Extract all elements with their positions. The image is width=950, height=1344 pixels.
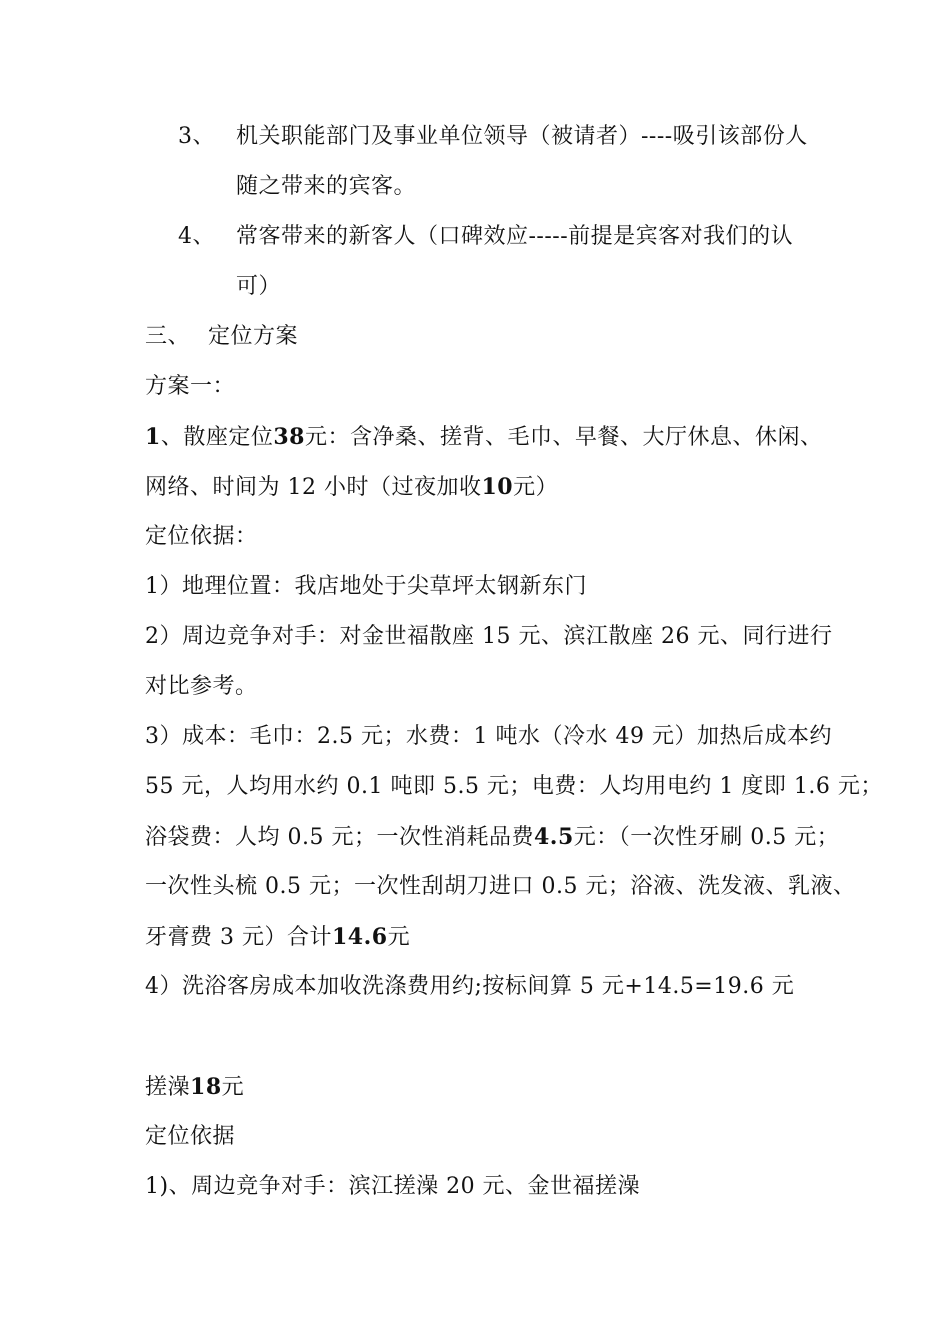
basis-item-3-cont-1: 55 元，人均用水约 0.1 吨即 5.5 元；电费：人均用电约 1 度即 1.6 元；: [145, 774, 883, 799]
section-number: 三、: [145, 324, 191, 349]
pricing-text-a: 、散座定位: [160, 425, 274, 450]
basis-item-3-cont-4: [145, 922, 410, 953]
rub-label: 搓澡: [145, 1075, 191, 1100]
rub-unit: 元: [221, 1075, 245, 1100]
item-4-text: 常客带来的新客人（口碑效应-----前提是宾客对我们的认: [236, 224, 794, 249]
section-heading: [145, 322, 298, 352]
basis-item-3: 3）成本：毛巾：2.5 元；水费：1 吨水（冷水 49 元）加热后成本约: [145, 724, 832, 749]
total-text-a: 牙膏费 3 元）合计: [145, 925, 332, 950]
basis-item-2-cont: 对比参考。: [145, 674, 258, 699]
basis-label: 定位依据：: [145, 524, 258, 549]
item-3-text-cont: 随之带来的宾客。: [236, 174, 417, 199]
pricing-price: 38: [273, 424, 305, 450]
basis-item-4: 4）洗浴客房成本加收洗涤费用约;按标间算 5 元+14.5=19.6 元: [145, 974, 795, 999]
pricing-text-c: 网络、时间为 12 小时（过夜加收: [145, 475, 482, 500]
consumables-cost: 4.5: [533, 824, 574, 850]
rub-heading: [145, 1072, 244, 1103]
pricing-number: 1: [145, 424, 161, 450]
pricing-text-b: 元：含净桑、搓背、毛巾、早餐、大厅休息、休闲、: [304, 425, 823, 450]
cost-text-c: 元：（一次性牙刷 0.5 元；: [573, 825, 840, 850]
item-4-text-cont: 可）: [236, 274, 282, 299]
total-text-c: 元: [387, 925, 411, 950]
basis-item-2: 2）周边竞争对手：对金世福散座 15 元、滨江散座 26 元、同行进行: [145, 624, 833, 649]
cost-text-a: 浴袋费：人均 0.5 元；一次性消耗品费: [145, 825, 534, 850]
pricing-extra: 10: [481, 474, 514, 500]
basis-label-2: 定位依据: [145, 1124, 236, 1149]
item-4-number: 4、: [178, 224, 215, 249]
plan-title: 方案一：: [145, 374, 236, 399]
basis-item-1: 1）地理位置：我店地处于尖草坪太钢新东门: [145, 574, 587, 599]
basis-item-3-cont-3: 一次性头梳 0.5 元；一次性刮胡刀进口 0.5 元；浴液、洗发液、乳液、: [145, 874, 856, 899]
item-3-text: 机关职能部门及事业单位领导（被请者）----吸引该部份人: [236, 124, 808, 149]
item-3-number: 3、: [178, 124, 215, 149]
total-cost: 14.6: [331, 924, 388, 950]
pricing-text-d: 元）: [513, 475, 559, 500]
rub-basis-item-1: 1)、周边竞争对手：滨江搓澡 20 元、金世福搓澡: [145, 1174, 641, 1199]
pricing-paragraph-1-cont: [145, 472, 558, 503]
section-title: 定位方案: [208, 324, 299, 349]
rub-price: 18: [190, 1074, 222, 1100]
pricing-paragraph-1: [145, 422, 822, 453]
basis-item-3-cont-2: [145, 822, 839, 853]
